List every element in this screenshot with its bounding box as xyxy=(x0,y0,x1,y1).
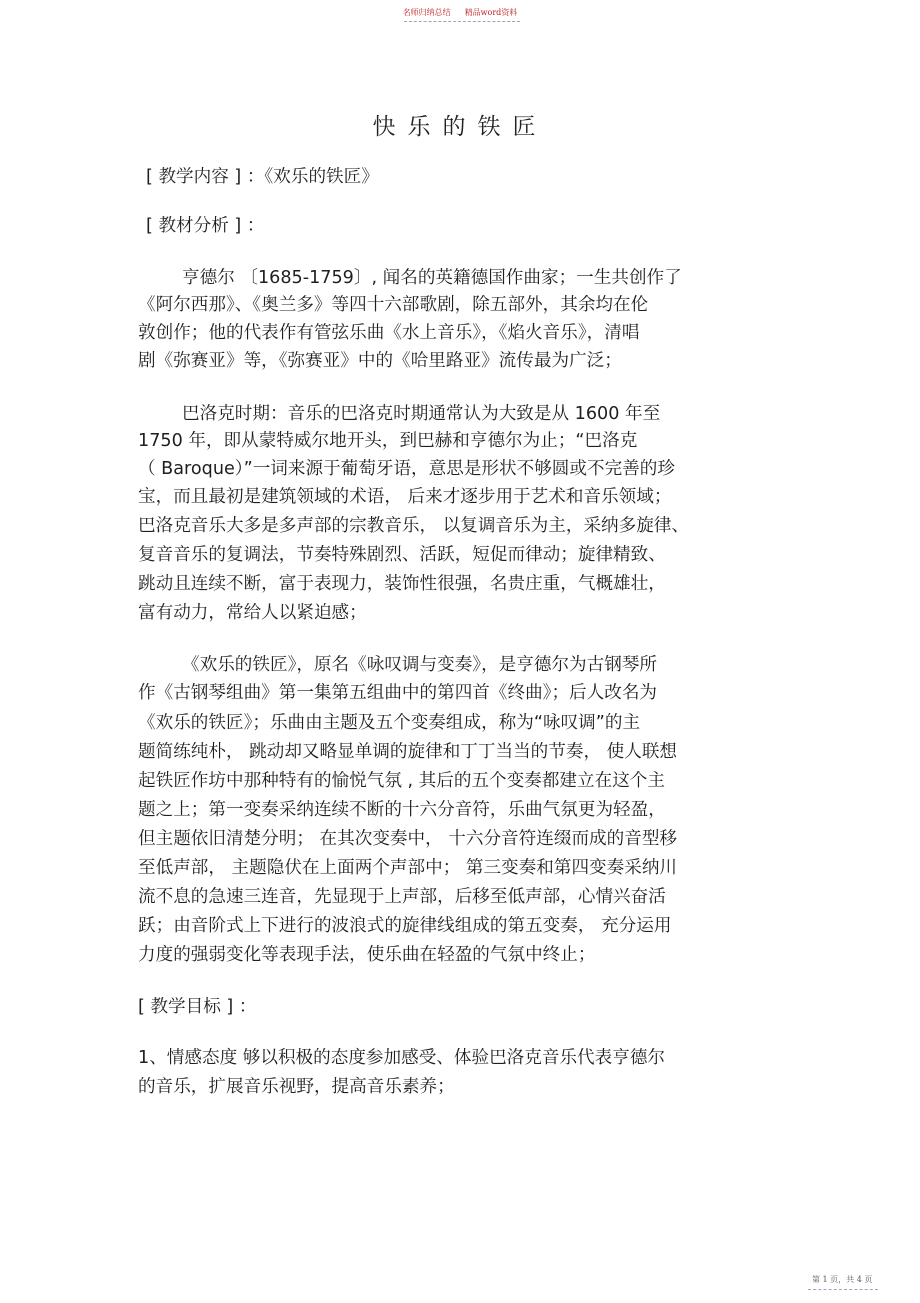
paragraph-line: 《欢乐的铁匠》，原名《咏叹调与变奏》，是亨德尔为古钢琴所 xyxy=(182,655,658,675)
paragraph-line: 流不息的急速三连音，先显现于上声部，后移至低声部，心情兴奋活 xyxy=(138,887,666,907)
paragraph-line: 亨德尔 〔1685-1759〕, 闻名的英籍德国作曲家；一生共创作了 xyxy=(182,268,682,288)
paragraph-line: 复音音乐的复调法，节奏特殊剧烈、活跃，短促而律动；旋律精致、 xyxy=(138,545,666,565)
material-analysis-heading: [ 教材分析 ] ： xyxy=(146,216,265,236)
paragraph-line: 宝，而且最初是建筑领域的术语， 后来才逐步用于艺术和音乐领域； xyxy=(138,487,672,507)
paragraph-line: 力度的强弱变化等表现手法，使乐曲在轻盈的气氛中终止； xyxy=(138,945,596,965)
paragraph-line: 巴洛克音乐大多是多声部的宗教音乐， 以复调音乐为主，采纳多旋律、 xyxy=(138,516,690,536)
header-right-text: 精品word资料 xyxy=(464,8,518,17)
header-watermark xyxy=(0,7,920,18)
paragraph-line: （ Baroque）”一词来源于葡萄牙语，意思是形状不够圆或不完善的珍 xyxy=(138,459,675,479)
page-number-footer: 第 1 页，共 4 页 xyxy=(812,1275,873,1284)
paragraph-line: 跳动且连续不断，富于表现力，装饰性很强，名贵庄重，气概雄壮， xyxy=(138,574,666,594)
paragraph-line: 富有动力，常给人以紧迫感； xyxy=(138,603,367,623)
paragraph-line: 题简练纯朴， 跳动却又略显单调的旋律和丁丁当当的节奏， 使人联想 xyxy=(138,742,678,762)
document-title: 快乐的铁匠 xyxy=(372,114,548,140)
paragraph-line: 1、情感态度 够以积极的态度参加感受、体验巴洛克音乐代表亨德尔 xyxy=(138,1048,666,1068)
paragraph-line: 至低声部， 主题隐伏在上面两个声部中； 第三变奏和第四变奏采纳川 xyxy=(138,858,678,878)
teaching-content-line: [ 教学内容 ] ：《欢乐的铁匠》 xyxy=(146,167,379,187)
paragraph-line: 巴洛克时期：音乐的巴洛克时期通常认为大致是从 1600 年至 xyxy=(182,404,661,424)
paragraph-line: 《阿尔西那》、《奥兰多》等四十六部歌剧，除五部外，其余均在伦 xyxy=(138,295,649,315)
paragraph-line: 《欢乐的铁匠》；乐曲由主题及五个变奏组成，称为“咏叹调”的主 xyxy=(138,713,641,733)
paragraph-line: 敦创作；他的代表作有管弦乐曲《水上音乐》，《焰火音乐》，清唱 xyxy=(138,323,640,343)
paragraph-line: 作《古钢琴组曲》第一集第五组曲中的第四首《终曲》；后人改名为 xyxy=(138,683,658,703)
paragraph-line: 剧《弥赛亚》等，《弥赛亚》中的《哈里路亚》流传最为广泛； xyxy=(138,351,622,371)
footer-rule xyxy=(808,1289,878,1290)
header-left-text: 名师归纳总结 xyxy=(402,8,451,17)
paragraph-line: 起铁匠作坊中那种特有的愉悦气氛 , 其后的五个变奏都建立在这个主 xyxy=(138,771,665,791)
paragraph-line: 但主题依旧清楚分明； 在其次变奏中， 十六分音符连缀而成的音型移 xyxy=(138,829,678,849)
paragraph-line: 1750 年，即从蒙特威尔地开头，到巴赫和亨德尔为止；“巴洛克 xyxy=(138,431,638,451)
paragraph-line: 跃；由音阶式上下进行的波浪式的旋律线组成的第五变奏， 充分运用 xyxy=(138,916,672,936)
header-rule xyxy=(404,21,520,22)
paragraph-line: 的音乐，扩展音乐视野，提高音乐素养； xyxy=(138,1077,455,1097)
teaching-goals-heading: [ 教学目标 ] ： xyxy=(138,997,257,1017)
paragraph-line: 题之上；第一变奏采纳连续不断的十六分音符，乐曲气氛更为轻盈， xyxy=(138,800,666,820)
